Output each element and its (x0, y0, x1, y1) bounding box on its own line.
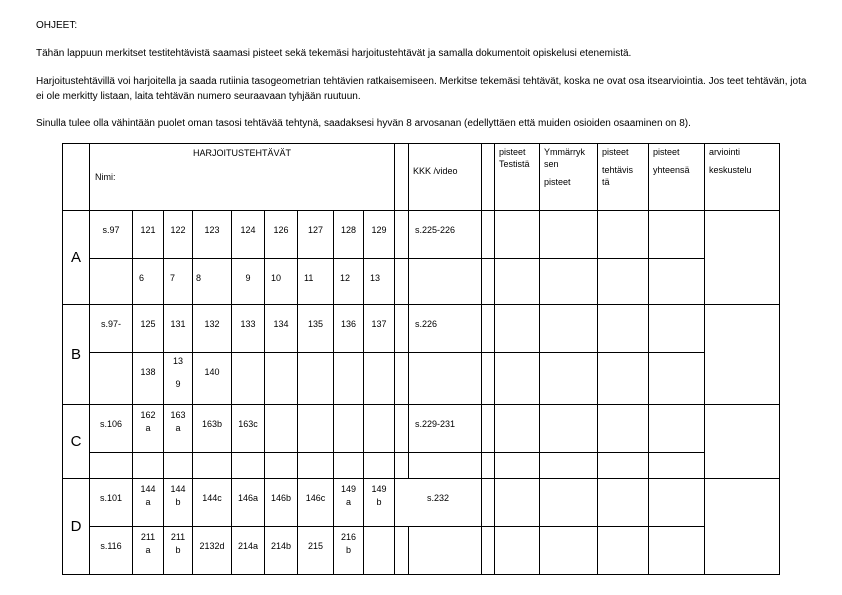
page-ref (90, 453, 133, 479)
page-ref: s.101 (90, 479, 133, 527)
page-ref (90, 353, 133, 405)
task-points-cell[interactable] (598, 259, 649, 305)
exercise-number-part: 162 (140, 410, 156, 420)
exercise-cell[interactable]: 134 (265, 305, 298, 353)
exercise-cell[interactable] (232, 353, 265, 405)
exercise-cell[interactable] (164, 453, 193, 479)
spacer-cell (482, 305, 495, 353)
exercise-cell[interactable] (334, 405, 364, 453)
exercise-number-part: b (175, 545, 181, 555)
assessment-line-2: keskustelu (709, 165, 752, 175)
spacer-cell (395, 144, 409, 211)
test-points-cell[interactable] (495, 305, 540, 353)
understanding-points-cell[interactable] (540, 305, 598, 353)
exercise-cell[interactable]: 13 (364, 259, 395, 305)
exercise-cell[interactable]: 214b (265, 527, 298, 575)
spacer-cell (395, 305, 409, 353)
exercise-cell[interactable]: 6 (133, 259, 164, 305)
instructions-heading: OHJEET: (36, 20, 78, 31)
exercise-cell[interactable]: 137 (364, 305, 395, 353)
exercise-cell[interactable] (265, 353, 298, 405)
exercise-cell[interactable]: 7 (164, 259, 193, 305)
exercise-cell[interactable]: 131 (164, 305, 193, 353)
exercise-cell[interactable] (164, 405, 193, 453)
exercise-cell[interactable]: 138 (133, 353, 164, 405)
exercise-cell[interactable]: 129 (364, 211, 395, 259)
total-points-cell[interactable] (649, 405, 705, 453)
section-d-row-1 (63, 479, 780, 527)
kkk-cell: s.225-226 (409, 211, 482, 259)
section-a-row-1 (63, 211, 780, 259)
task-points-line-1: pisteet (602, 147, 629, 157)
exercise-cell[interactable]: 140 (193, 353, 232, 405)
task-points-cell[interactable] (598, 353, 649, 405)
understanding-points-header (540, 144, 598, 211)
exercise-cell[interactable]: 12 (334, 259, 364, 305)
exercise-cell[interactable] (164, 527, 193, 575)
section-d-row-2 (63, 527, 780, 575)
exercise-cell[interactable] (364, 353, 395, 405)
total-points-line-2: yhteensä (653, 165, 690, 175)
understanding-points-cell[interactable] (540, 259, 598, 305)
exercise-cell[interactable] (334, 527, 364, 575)
exercise-number-part: 13 (172, 356, 183, 366)
assessment-header (705, 144, 780, 211)
exercise-cell[interactable]: 121 (133, 211, 164, 259)
instructions-paragraph-3: Sinulla tulee olla vähintään puolet oman tasosi tehtävää tehtynä, saadaksesi hyvän 8 arvosanan (edellyttäen että muiden osioiden osaaminen on 8). (36, 118, 691, 129)
exercise-cell[interactable]: 146a (232, 479, 265, 527)
assessment-cell[interactable] (705, 211, 780, 305)
exercise-number-part: a (145, 545, 151, 555)
spacer-cell (482, 353, 495, 405)
spacer-cell (395, 527, 409, 575)
exercise-number-part: 211 (170, 532, 186, 542)
exercise-number-part: b (376, 497, 382, 507)
understanding-points-cell[interactable] (540, 453, 598, 479)
exercise-cell[interactable]: 128 (334, 211, 364, 259)
exercise-cell[interactable] (232, 453, 265, 479)
spacer-cell (482, 259, 495, 305)
assessment-cell[interactable] (705, 479, 780, 575)
exercise-number-part: a (345, 497, 351, 507)
spacer-cell (395, 259, 409, 305)
exercise-number-part: a (145, 497, 151, 507)
exercise-cell[interactable]: 126 (265, 211, 298, 259)
total-points-line-1: pisteet (653, 147, 680, 157)
exercise-cell[interactable]: 10 (265, 259, 298, 305)
task-points-cell[interactable] (598, 527, 649, 575)
total-points-cell[interactable] (649, 453, 705, 479)
understanding-points-cell[interactable] (540, 527, 598, 575)
page-ref: s.97 (90, 211, 133, 259)
exercise-cell[interactable] (364, 405, 395, 453)
test-points-line-2: Testistä (499, 159, 530, 169)
exercise-cell[interactable] (265, 405, 298, 453)
exercise-cell[interactable] (364, 527, 395, 575)
exercise-cell[interactable] (133, 405, 164, 453)
exercise-number-part: a (145, 423, 151, 433)
name-label: Nimi: (95, 172, 116, 182)
exercise-cell[interactable]: 132 (193, 305, 232, 353)
exercise-cell[interactable] (334, 479, 364, 527)
corner-cell (63, 144, 90, 211)
section-b-label: B (63, 305, 90, 405)
exercise-cell[interactable]: 146b (265, 479, 298, 527)
exercise-cell[interactable]: 163b (193, 405, 232, 453)
kkk-cell (409, 353, 482, 405)
exercise-cell[interactable]: 11 (298, 259, 334, 305)
understanding-line-1: Ymmärryk (544, 147, 586, 157)
page-ref: s.106 (90, 405, 133, 453)
task-points-line-3: tä (602, 177, 610, 187)
kkk-cell (409, 527, 482, 575)
kkk-cell: s.226 (409, 305, 482, 353)
understanding-points-cell[interactable] (540, 211, 598, 259)
section-d-label: D (63, 479, 90, 575)
understanding-points-cell[interactable] (540, 479, 598, 527)
exercise-cell[interactable] (164, 353, 193, 405)
exercise-cell[interactable]: 163c (232, 405, 265, 453)
exercise-cell[interactable] (364, 453, 395, 479)
exercise-cell[interactable]: 124 (232, 211, 265, 259)
page-ref (90, 259, 133, 305)
exercise-cell[interactable]: 9 (232, 259, 265, 305)
total-points-cell[interactable] (649, 353, 705, 405)
section-c-row-2 (63, 453, 780, 479)
exercise-cell[interactable]: 146c (298, 479, 334, 527)
task-points-cell[interactable] (598, 211, 649, 259)
exercise-cell[interactable]: 2132d (193, 527, 232, 575)
exercise-number-part: a (175, 423, 181, 433)
kkk-cell: s.229-231 (409, 405, 482, 453)
exercise-cell[interactable]: 144c (193, 479, 232, 527)
exercise-cell[interactable] (133, 453, 164, 479)
exercise-cell[interactable]: 136 (334, 305, 364, 353)
exercise-cell[interactable]: 133 (232, 305, 265, 353)
exercise-cell[interactable]: 125 (133, 305, 164, 353)
spacer-cell (482, 211, 495, 259)
spacer-cell (482, 527, 495, 575)
understanding-points-cell[interactable] (540, 353, 598, 405)
spacer-cell (395, 353, 409, 405)
spacer-cell (395, 453, 409, 479)
exercise-number-part: 9 (175, 379, 181, 389)
exercise-cell[interactable] (334, 353, 364, 405)
page-ref: s.116 (90, 527, 133, 575)
instructions-paragraph-1: Tähän lappuun merkitset testitehtävistä saamasi pisteet sekä tekemäsi harjoitustehtävät ja samalla dokumentoit opiskelusi etenemistä. (36, 48, 632, 59)
exercise-cell[interactable]: 215 (298, 527, 334, 575)
instructions-paragraph-2: Harjoitustehtävillä voi harjoitella ja saada rutiinia tasogeometrian tehtävien ratkaisemiseen. Merkitse tekemäsi tehtävät, koska ne ovat osa itsearviointia. Jos teet tehtävän, jota ei ole merkitty listaan, laita tehtävän numero seuraavaan tyhjään ruutuun. (36, 76, 807, 102)
spacer-cell (482, 405, 495, 453)
test-points-cell[interactable] (495, 353, 540, 405)
exercise-cell[interactable]: 8 (193, 259, 232, 305)
total-points-cell[interactable] (649, 211, 705, 259)
test-points-cell[interactable] (495, 405, 540, 453)
exercise-cell[interactable] (133, 479, 164, 527)
task-points-header (598, 144, 649, 211)
spacer-cell (482, 453, 495, 479)
exercises-title: HARJOITUSTEHTÄVÄT (193, 148, 292, 158)
section-b-row-2 (63, 353, 780, 405)
spacer-cell (482, 479, 495, 527)
exercise-cell[interactable]: 122 (164, 211, 193, 259)
understanding-line-2: sen (544, 159, 559, 169)
section-c-row-1 (63, 405, 780, 453)
test-points-cell[interactable] (495, 453, 540, 479)
exercise-cell[interactable] (265, 453, 298, 479)
task-points-cell[interactable] (598, 453, 649, 479)
exercise-cell[interactable]: 135 (298, 305, 334, 353)
exercise-cell[interactable] (298, 353, 334, 405)
section-a-label: A (63, 211, 90, 305)
total-points-header (649, 144, 705, 211)
total-points-cell[interactable] (649, 305, 705, 353)
spacer-cell (395, 405, 409, 453)
task-points-cell[interactable] (598, 479, 649, 527)
understanding-points-cell[interactable] (540, 405, 598, 453)
exercise-cell[interactable] (364, 479, 395, 527)
section-b-row-1 (63, 305, 780, 353)
kkk-cell: s.232 (395, 479, 482, 527)
test-points-cell[interactable] (495, 259, 540, 305)
kkk-cell (409, 453, 482, 479)
exercise-cell[interactable] (334, 453, 364, 479)
exercise-cell[interactable]: 123 (193, 211, 232, 259)
exercise-cell[interactable] (164, 479, 193, 527)
exercise-cell[interactable]: 214a (232, 527, 265, 575)
exercise-number-part: 144 (170, 484, 186, 494)
test-points-line-1: pisteet (499, 147, 526, 157)
total-points-cell[interactable] (649, 259, 705, 305)
test-points-header (495, 144, 540, 211)
exercise-cell[interactable] (298, 405, 334, 453)
task-points-line-2: tehtävis (602, 165, 634, 175)
exercise-cell[interactable] (133, 527, 164, 575)
section-a-row-2 (63, 259, 780, 305)
spacer-cell (482, 144, 495, 211)
exercise-number-part: b (175, 497, 181, 507)
exercise-number-part: 144 (140, 484, 156, 494)
exercise-number-part: 163 (170, 410, 186, 420)
exercise-tracking-table (62, 143, 780, 575)
assessment-cell[interactable] (705, 405, 780, 479)
test-points-cell[interactable] (495, 479, 540, 527)
task-points-cell[interactable] (598, 305, 649, 353)
kkk-cell (409, 259, 482, 305)
exercises-header-cell (90, 144, 395, 211)
assessment-cell[interactable] (705, 305, 780, 405)
exercise-number-part: 149 (340, 484, 357, 494)
exercise-cell[interactable] (298, 453, 334, 479)
total-points-cell[interactable] (649, 479, 705, 527)
exercise-number-part: 216 (340, 532, 357, 542)
exercise-cell[interactable]: 127 (298, 211, 334, 259)
section-c-label: C (63, 405, 90, 479)
test-points-cell[interactable] (495, 211, 540, 259)
kkk-header: KKK /video (409, 144, 482, 211)
assessment-line-1: arviointi (709, 147, 741, 157)
exercise-number-part: b (345, 545, 351, 555)
page-ref: s.97- (90, 305, 133, 353)
spacer-cell (395, 211, 409, 259)
header-row (63, 144, 780, 211)
understanding-line-3: pisteet (544, 177, 571, 187)
total-points-cell[interactable] (649, 527, 705, 575)
exercise-number-part: 211 (140, 532, 156, 542)
exercise-number-part: 149 (371, 484, 387, 494)
test-points-cell[interactable] (495, 527, 540, 575)
task-points-cell[interactable] (598, 405, 649, 453)
exercise-cell[interactable] (193, 453, 232, 479)
